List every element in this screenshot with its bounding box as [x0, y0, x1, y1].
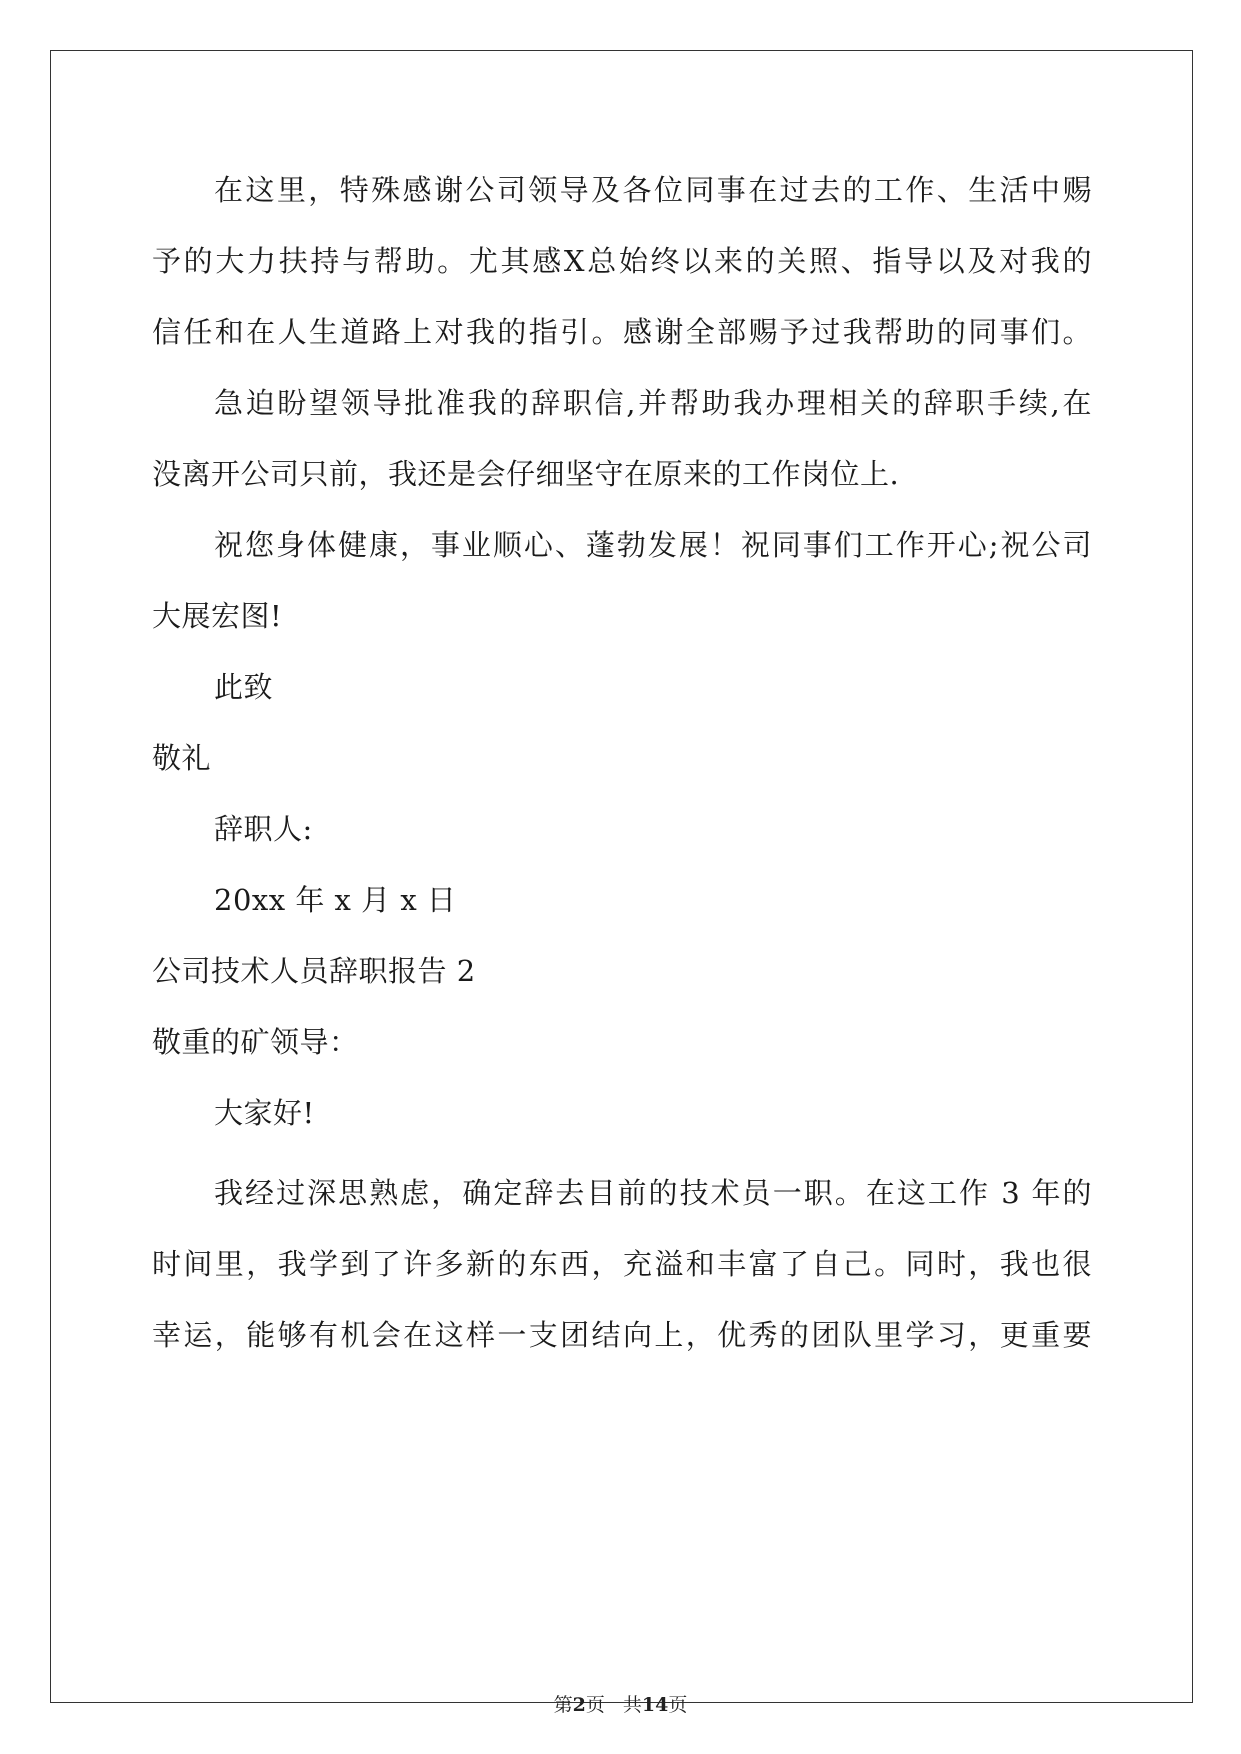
date-text: 20xx 年 x 月 x 日 [214, 883, 457, 917]
hello-text: 大家好! [214, 1096, 315, 1130]
paragraph-4-line-1: 我经过深思熟虑，确定辞去目前的技术员一职。在这工作 3 年的 [214, 1176, 1092, 1210]
signer-label: 辞职人: [214, 812, 313, 846]
greeting-text: 敬重的矿领导： [152, 1025, 359, 1059]
section-title: 公司技术人员辞职报告 2 [152, 954, 476, 988]
closing-text: 此致 [214, 670, 274, 704]
page-total: 14 [641, 1694, 669, 1716]
paragraph-3-line-1: 祝您身体健康，事业顺心、蓬勃发展！祝同事们工作开心;祝公司 [214, 528, 1092, 562]
page-footer [0, 1693, 1241, 1717]
page-current: 2 [572, 1694, 586, 1716]
paragraph-3-line-2: 大展宏图! [152, 599, 283, 633]
page-prefix: 第 [553, 1694, 573, 1716]
paragraph-4-line-2: 时间里，我学到了许多新的东西，充溢和丰富了自己。同时，我也很 [152, 1247, 1092, 1281]
paragraph-1-line-2: 予的大力扶持与帮助。尤其感X总始终以来的关照、指导以及对我的 [152, 244, 1092, 278]
paragraph-1-line-1: 在这里，特殊感谢公司领导及各位同事在过去的工作、生活中赐 [214, 173, 1092, 207]
paragraph-2-line-2: 没离开公司只前，我还是会仔细坚守在原来的工作岗位上. [152, 457, 900, 491]
page-mid: 页 [585, 1694, 605, 1716]
salute-text: 敬礼 [152, 741, 212, 775]
total-prefix: 共 [622, 1694, 642, 1716]
paragraph-2-line-1: 急迫盼望领导批准我的辞职信,并帮助我办理相关的辞职手续,在 [214, 386, 1092, 420]
paragraph-4-line-3: 幸运，能够有机会在这样一支团结向上，优秀的团队里学习，更重要 [152, 1318, 1092, 1352]
total-suffix: 页 [668, 1694, 688, 1716]
paragraph-1-line-3: 信任和在人生道路上对我的指引。感谢全部赐予过我帮助的同事们。 [152, 315, 1092, 349]
page-border [50, 50, 1193, 1703]
